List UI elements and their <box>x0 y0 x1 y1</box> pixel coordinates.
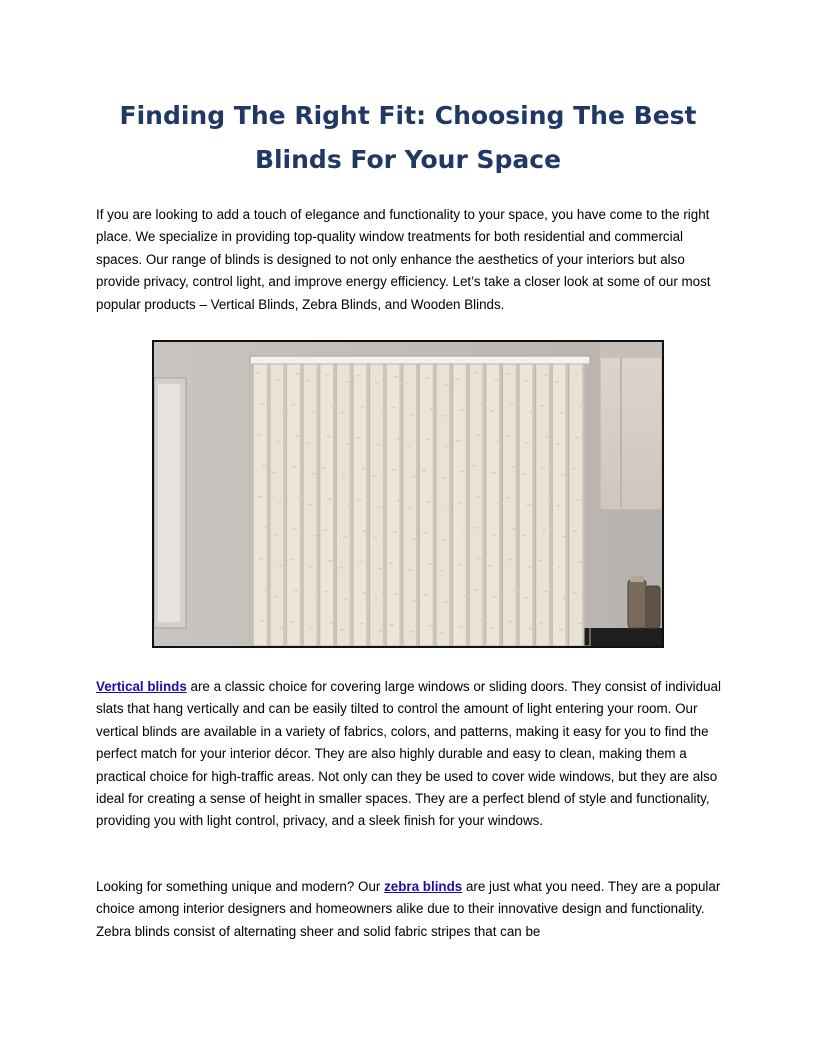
slat-texture <box>406 445 410 447</box>
slat-texture <box>479 620 483 622</box>
slat-texture <box>492 534 496 536</box>
slat-texture <box>494 379 498 381</box>
jar <box>628 580 646 628</box>
slat-texture <box>462 533 466 535</box>
slat-texture <box>339 567 343 569</box>
slat-texture <box>310 628 314 630</box>
slat-texture <box>527 504 531 506</box>
slat-texture <box>441 415 445 417</box>
slat-texture <box>261 403 265 405</box>
slat-texture <box>429 625 433 627</box>
slat-texture <box>313 535 317 537</box>
slat-texture <box>397 500 401 502</box>
slat-texture <box>508 559 512 561</box>
slat-texture <box>528 566 532 568</box>
slat-texture <box>575 437 579 439</box>
slat-texture <box>257 434 261 436</box>
slat-texture <box>563 598 567 600</box>
slat-texture <box>513 590 517 592</box>
slat-texture <box>289 559 293 561</box>
slat-texture <box>344 598 348 600</box>
blind-slat-shadow <box>283 364 286 646</box>
slat-texture <box>256 372 260 374</box>
vertical-blinds-photo <box>152 340 664 648</box>
slat-texture <box>264 589 268 591</box>
wall-cabinet <box>600 342 662 510</box>
slat-texture <box>455 378 459 380</box>
blind-slat-shadow <box>316 364 319 646</box>
slat-texture <box>292 466 296 468</box>
slat-texture <box>346 443 350 445</box>
slat-texture <box>572 530 576 532</box>
slat-texture <box>411 476 415 478</box>
slat-texture <box>472 465 476 467</box>
slat-texture <box>390 624 394 626</box>
slat-texture <box>542 529 546 531</box>
slat-texture <box>396 438 400 440</box>
slat-texture <box>511 466 515 468</box>
slat-texture <box>276 379 280 381</box>
slat-texture <box>495 441 499 443</box>
slat-texture <box>460 409 464 411</box>
slat-texture <box>544 374 548 376</box>
slat-texture <box>306 380 310 382</box>
slat-texture <box>273 472 277 474</box>
slat-texture <box>363 530 367 532</box>
slat-texture <box>295 373 299 375</box>
slat-texture <box>356 375 360 377</box>
slat-texture <box>297 497 301 499</box>
slat-texture <box>364 592 368 594</box>
slat-texture <box>443 539 447 541</box>
slat-texture <box>412 538 416 540</box>
slat-texture <box>394 593 398 595</box>
slat-texture <box>311 411 315 413</box>
slat-texture <box>473 527 477 529</box>
slat-texture <box>560 412 564 414</box>
slat-texture <box>573 592 577 594</box>
slat-texture <box>491 472 495 474</box>
slat-texture <box>258 496 262 498</box>
page-title <box>60 94 756 182</box>
headrail <box>250 356 590 364</box>
slat-texture <box>509 621 513 623</box>
slat-texture <box>475 372 479 374</box>
slat-texture <box>408 569 412 571</box>
slat-texture <box>490 410 494 412</box>
slat-texture <box>259 558 263 560</box>
title-line-2: Blinds For Your Space <box>254 145 562 174</box>
blind-slat-shadow <box>532 364 535 646</box>
slat-texture <box>496 503 500 505</box>
slat-texture <box>523 535 527 537</box>
slat-texture <box>446 446 450 448</box>
jar-lid <box>630 576 644 582</box>
slat-texture <box>428 563 432 565</box>
slat-texture <box>347 505 351 507</box>
vertical-blinds-paragraph <box>96 676 724 833</box>
slat-texture <box>340 629 344 631</box>
slat-texture <box>389 562 393 564</box>
slat-texture <box>291 404 295 406</box>
slat-texture <box>280 627 284 629</box>
slat-texture <box>445 384 449 386</box>
slat-texture <box>430 408 434 410</box>
slat-texture <box>277 441 281 443</box>
cabinet-top <box>600 342 662 358</box>
blind-slat-shadow <box>267 364 270 646</box>
vertical-blinds-illustration <box>154 342 662 646</box>
zebra-blinds-link[interactable]: zebra blinds <box>384 879 463 894</box>
slat-texture <box>541 467 545 469</box>
slat-texture <box>377 506 381 508</box>
slat-texture <box>327 498 331 500</box>
slat-texture <box>529 628 533 630</box>
slat-texture <box>379 630 383 632</box>
slat-texture <box>543 591 547 593</box>
zebra-blinds-text: are just what you need. They are a popular choice among interior designers and homeowners alike due to their innovative design and functionality. Zebra blinds consist of alternating sheer and solid fabric stripes that can be <box>96 879 721 939</box>
slat-texture <box>410 414 414 416</box>
blind-slat-shadow <box>300 364 303 646</box>
slat-texture <box>461 471 465 473</box>
slat-texture <box>407 507 411 509</box>
slat-texture <box>345 381 349 383</box>
slat-texture <box>372 475 376 477</box>
slat-texture <box>507 497 511 499</box>
slat-texture <box>395 376 399 378</box>
slat-texture <box>474 589 478 591</box>
slat-texture <box>278 503 282 505</box>
slat-texture <box>375 382 379 384</box>
slat-texture <box>263 527 267 529</box>
slat-texture <box>362 468 366 470</box>
slat-texture <box>275 596 279 598</box>
slat-texture <box>293 528 297 530</box>
slat-texture <box>326 436 330 438</box>
zebra-blinds-paragraph <box>96 876 724 943</box>
slat-texture <box>328 560 332 562</box>
intro-paragraph: If you are looking to add a touch of elegance and functionality to your space, you have come to the right place. We specialize in providing top-quality window treatments for both residential and commercial spaces. Our range of blinds is designed to not only enhance the aesthetics of your interiors but also provide privacy, control light, and improve energy efficiency. Let’s take a closer look at some of our most popular products – Vertical Blinds, Zebra Blinds, and Wooden Blinds. <box>96 207 711 312</box>
vertical-blinds-link[interactable]: Vertical blinds <box>96 679 187 694</box>
slat-texture <box>526 442 530 444</box>
slat-texture <box>444 601 448 603</box>
slat-texture <box>324 591 328 593</box>
blind-slat-shadow <box>565 364 568 646</box>
slat-texture <box>427 501 431 503</box>
slat-texture <box>512 528 516 530</box>
cabinet-seam <box>620 358 622 508</box>
slat-texture <box>314 597 318 599</box>
blind-slat-shadow <box>399 364 402 646</box>
slat-texture <box>341 412 345 414</box>
blind-slat-shadow <box>416 364 419 646</box>
slat-texture <box>296 435 300 437</box>
slat-texture <box>493 596 497 598</box>
blind-slat-shadow <box>466 364 469 646</box>
slat-texture <box>360 623 364 625</box>
slat-texture <box>312 473 316 475</box>
blind-slat-shadow <box>499 364 502 646</box>
slat-texture <box>329 622 333 624</box>
slat-texture <box>323 529 327 531</box>
slat-texture <box>555 381 559 383</box>
slat-texture <box>380 413 384 415</box>
slat-texture <box>440 632 444 634</box>
slat-texture <box>522 473 526 475</box>
slat-texture <box>426 439 430 441</box>
blind-slat-shadow <box>449 364 452 646</box>
slat-texture <box>309 566 313 568</box>
slat-texture <box>463 595 467 597</box>
slat-texture <box>374 599 378 601</box>
slat-texture <box>376 444 380 446</box>
left-frame-inner <box>158 384 180 622</box>
slat-texture <box>357 437 361 439</box>
blind-slat-shadow <box>433 364 436 646</box>
blind-slat-shadow <box>383 364 386 646</box>
slat-texture <box>342 474 346 476</box>
slat-texture <box>294 590 298 592</box>
slat-texture <box>546 498 550 500</box>
slat-texture <box>391 407 395 409</box>
slat-texture <box>424 594 428 596</box>
slat-texture <box>578 623 582 625</box>
blind-slat-shadow <box>549 364 552 646</box>
blind-slat-shadow <box>516 364 519 646</box>
slat-texture <box>480 403 484 405</box>
slat-texture <box>439 570 443 572</box>
slat-texture <box>260 620 264 622</box>
slat-texture <box>279 565 283 567</box>
slat-texture <box>325 374 329 376</box>
slat-texture <box>290 621 294 623</box>
blind-slat-shadow <box>482 364 485 646</box>
slat-texture <box>557 505 561 507</box>
blind-slat-shadow <box>366 364 369 646</box>
slat-texture <box>458 564 462 566</box>
slat-texture <box>307 442 311 444</box>
slat-texture <box>405 383 409 385</box>
slat-texture <box>447 508 451 510</box>
title-line-1: Finding The Right Fit: Choosing The Best <box>119 101 697 130</box>
slat-texture <box>409 631 413 633</box>
slat-texture <box>373 537 377 539</box>
slat-texture <box>422 470 426 472</box>
slat-texture <box>359 561 363 563</box>
slat-texture <box>413 600 417 602</box>
slat-texture <box>538 560 542 562</box>
slat-texture <box>425 377 429 379</box>
slat-texture <box>510 404 514 406</box>
slat-texture <box>358 499 362 501</box>
slat-texture <box>308 504 312 506</box>
slat-texture <box>457 502 461 504</box>
slat-texture <box>489 627 493 629</box>
slat-texture <box>540 405 544 407</box>
slat-texture <box>281 410 285 412</box>
slat-texture <box>524 597 528 599</box>
slat-texture <box>393 531 397 533</box>
slat-texture <box>505 373 509 375</box>
slat-texture <box>558 567 562 569</box>
slat-texture <box>579 406 583 408</box>
slat-texture <box>343 536 347 538</box>
slat-texture <box>571 468 575 470</box>
slat-texture <box>423 532 427 534</box>
jar <box>646 586 660 628</box>
slat-texture <box>274 534 278 536</box>
slat-texture <box>530 411 534 413</box>
slat-texture <box>574 375 578 377</box>
slat-texture <box>262 465 266 467</box>
slat-texture <box>459 626 463 628</box>
slat-texture <box>378 568 382 570</box>
slat-texture <box>392 469 396 471</box>
slat-texture <box>322 467 326 469</box>
slat-texture <box>556 443 560 445</box>
slat-texture <box>488 565 492 567</box>
slat-texture <box>456 440 460 442</box>
slat-texture <box>539 622 543 624</box>
slat-texture <box>577 561 581 563</box>
slat-texture <box>561 474 565 476</box>
countertop <box>572 628 662 646</box>
slat-texture <box>545 436 549 438</box>
slat-texture <box>559 629 563 631</box>
slat-texture <box>525 380 529 382</box>
slat-texture <box>576 499 580 501</box>
slat-texture <box>330 405 334 407</box>
slat-texture <box>562 536 566 538</box>
vertical-blinds-text: are a classic choice for covering large windows or sliding doors. They consist of individual slats that hang vertically and can be easily tilted to control the amount of light entering your room. Our vertical blinds are available in a variety of fabrics, colors, and patterns, making it easy for you to find the perfect match for your interior décor. They are also highly durable and easy to clean, making them a practical choice for high-traffic areas. Not only can they be used to cover wide windows, but they are also ideal for creating a sense of height in smaller spaces. They are a perfect blend of style and functionality, providing you with light control, privacy, and a sleek finish for your windows. <box>96 679 721 829</box>
slat-texture <box>361 406 365 408</box>
slat-texture <box>442 477 446 479</box>
zebra-intro-text: Looking for something unique and modern? Our <box>96 879 385 894</box>
slat-texture <box>478 558 482 560</box>
slat-texture <box>506 435 510 437</box>
slat-texture <box>476 434 480 436</box>
slat-texture <box>477 496 481 498</box>
